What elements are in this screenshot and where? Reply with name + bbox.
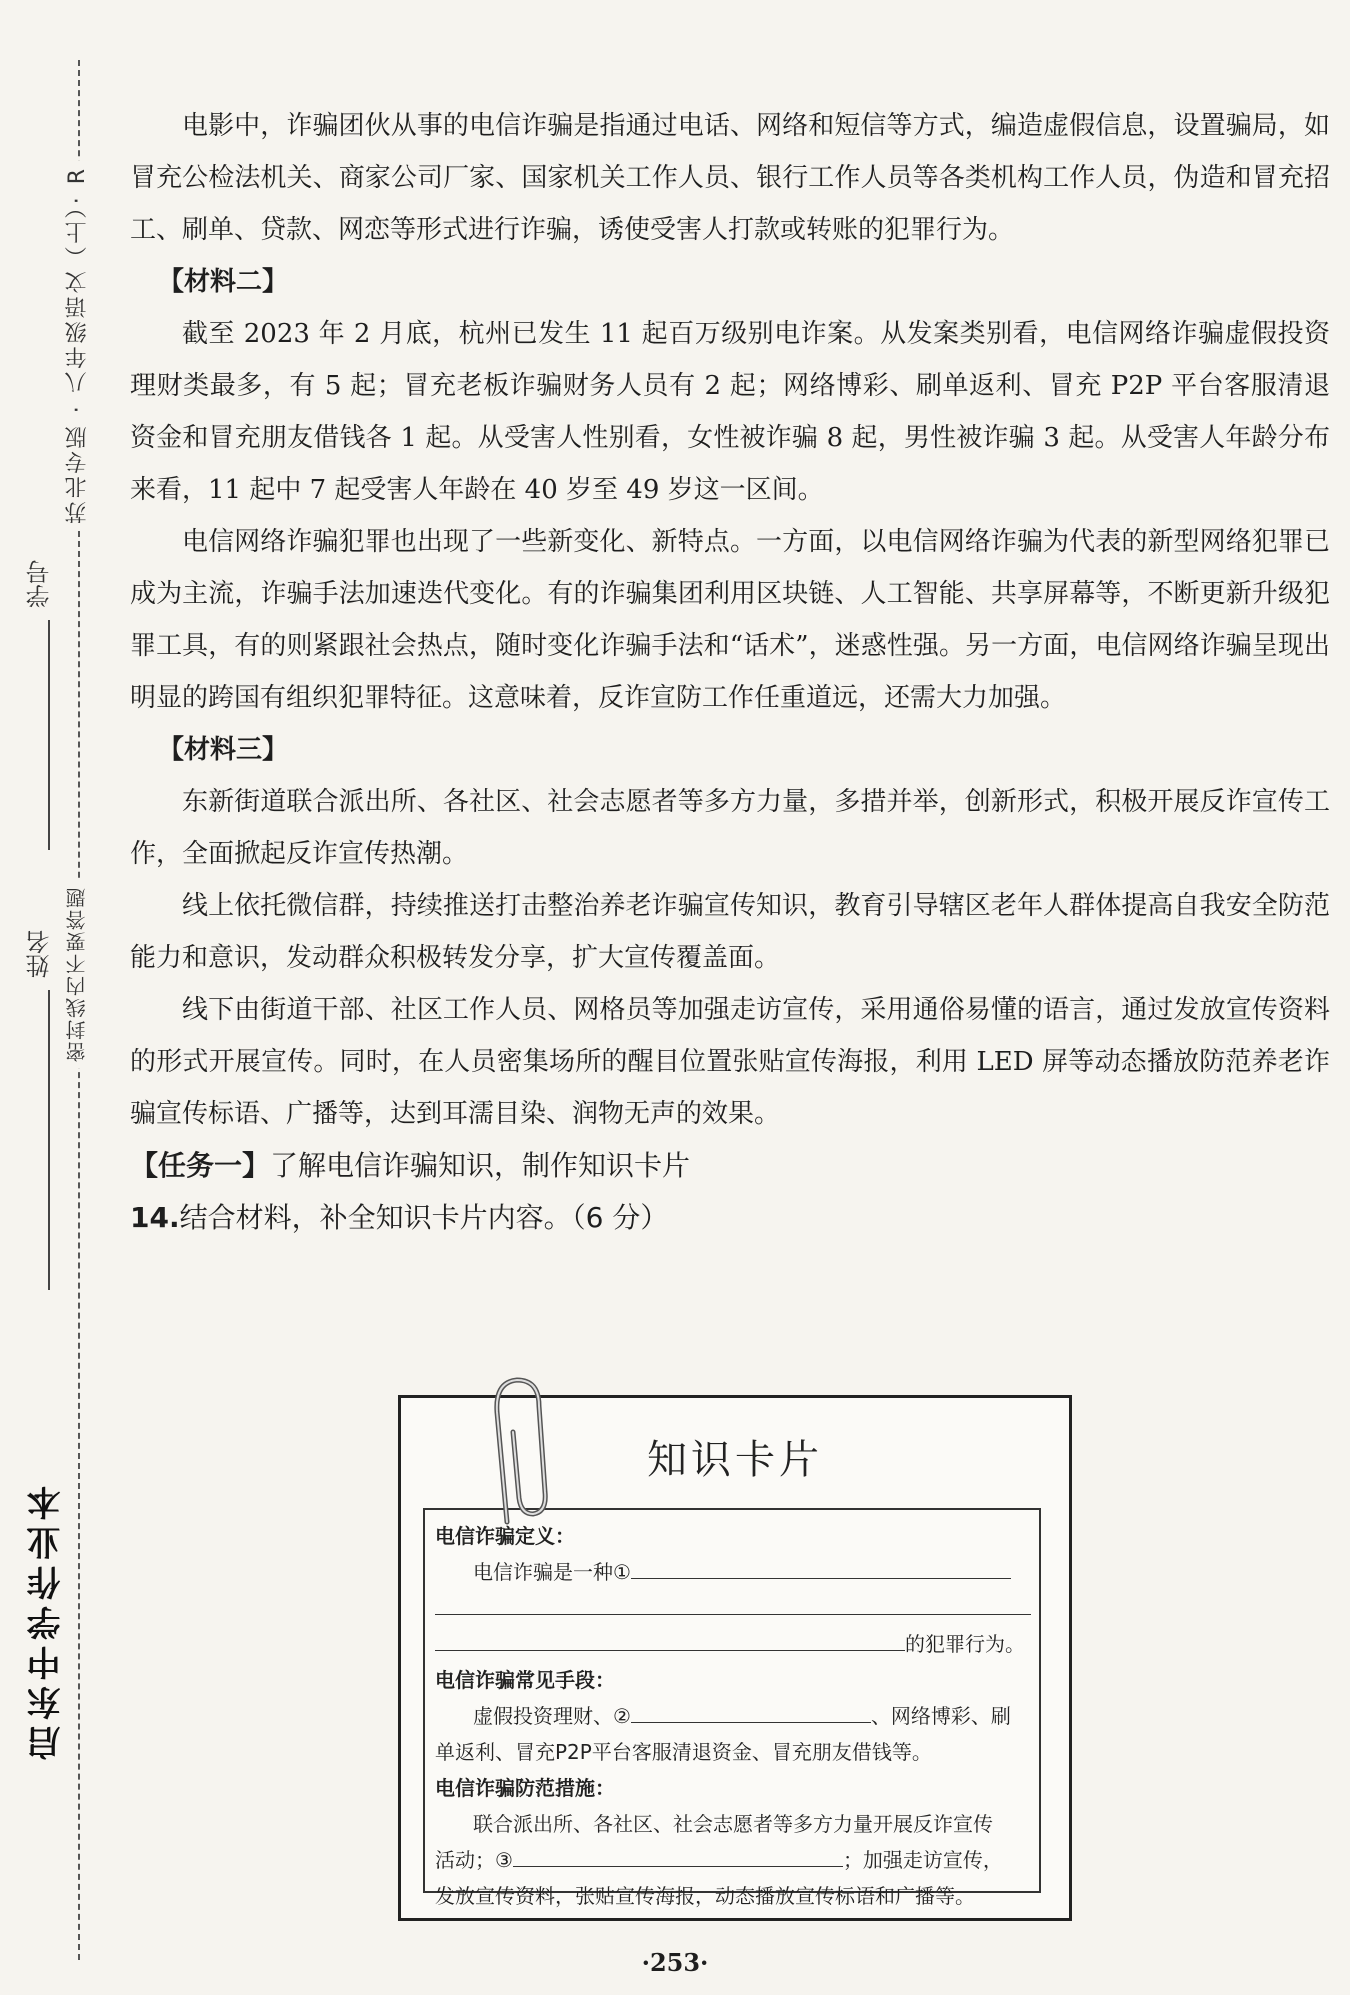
definition-heading: 电信诈骗定义： xyxy=(435,1524,575,1548)
methods-suffix: 、网络博彩、刷 xyxy=(870,1704,1011,1728)
task-line xyxy=(130,1140,1330,1192)
heading-material-3: 【材料三】 xyxy=(158,735,289,765)
prevention-line-2 xyxy=(435,1842,1029,1878)
prevention-suffix: ；加强走访宣传， xyxy=(842,1848,1003,1872)
task-label: 【任务一】 xyxy=(130,1149,271,1182)
task-text: 了解电信诈骗知识，制作知识卡片 xyxy=(270,1149,691,1182)
methods-line-2: 单返利、冒充P2P平台客服清退资金、冒充朋友借钱等。 xyxy=(435,1740,932,1764)
field-number-label: 学号 xyxy=(26,560,54,608)
binding-margin xyxy=(0,0,120,1995)
definition-suffix: 的犯罪行为。 xyxy=(905,1632,1025,1656)
name-blank[interactable] xyxy=(18,990,50,1290)
answer-blank-1[interactable] xyxy=(631,1556,1011,1579)
seal-notice: 密封线内不要答题 xyxy=(62,880,91,1068)
prevention-prefix: 活动；③ xyxy=(435,1848,513,1872)
heading-material-2: 【材料二】 xyxy=(158,267,289,297)
question-number: 14. xyxy=(130,1201,180,1234)
series-label: 苏北专版 · 八年级语文（上）· R xyxy=(62,160,93,529)
field-name-label: 姓名 xyxy=(26,930,54,978)
card-body xyxy=(423,1508,1041,1908)
paragraph-1: 电影中，诈骗团伙从事的电信诈骗是指通过电话、网络和短信等方式，编造虚假信息，设置骗局，如冒充公检法机关、商家公司厂家、国家机关工作人员、银行工作人员等各类机构工作人员，伪造和冒充招工、刷单、贷款、网恋等形式进行诈骗，诱使受害人打款或转账的犯罪行为。 xyxy=(130,111,1330,245)
paragraph-3: 电信网络诈骗犯罪也出现了一些新变化、新特点。一方面，以电信网络诈骗为代表的新型网络犯罪已成为主流，诈骗手法加速迭代变化。有的诈骗集团利用区块链、人工智能、共享屏幕等，不断更新升级犯罪工具，有的则紧跟社会热点，随时变化诈骗手法和“话术”，迷惑性强。另一方面，电信网络诈骗呈现出明显的跨国有组织犯罪特征。这意味着，反诈宣防工作任重道远，还需大力加强。 xyxy=(130,527,1330,713)
methods-line-1 xyxy=(435,1698,1029,1734)
question-14 xyxy=(130,1192,1330,1244)
main-content xyxy=(130,100,1330,1244)
answer-blank-1-end[interactable] xyxy=(435,1628,905,1651)
number-blank[interactable] xyxy=(18,620,50,850)
prevention-line-1: 联合派出所、各社区、社会志愿者等多方力量开展反诈宣传 xyxy=(473,1812,993,1836)
methods-heading: 电信诈骗常见手段： xyxy=(435,1668,615,1692)
paragraph-6: 线下由街道干部、社区工作人员、网格员等加强走访宣传，采用通俗易懂的语言，通过发放宣传资料的形式开展宣传。同时，在人员密集场所的醒目位置张贴宣传海报，利用 LED 屏等动态播放防范养老诈骗宣传标语、广播等，达到耳濡目染、润物无声的效果。 xyxy=(130,995,1330,1129)
page-number: ·253· xyxy=(641,1948,709,1977)
definition-line-1 xyxy=(435,1554,1029,1590)
paperclip-icon xyxy=(485,1372,555,1532)
paragraph-4: 东新街道联合派出所、各社区、社会志愿者等多方力量，多措并举，创新形式，积极开展反诈宣传工作，全面掀起反诈宣传热潮。 xyxy=(130,787,1330,869)
card-title: 知识卡片 xyxy=(647,1437,823,1483)
answer-blank-2[interactable] xyxy=(631,1700,871,1723)
paragraph-2: 截至 2023 年 2 月底，杭州已发生 11 起百万级别电诈案。从发案类别看，电信网络诈骗虚假投资理财类最多，有 5 起；冒充老板诈骗财务人员有 2 起；网络博彩、刷单返利、冒充 P2P 平台客服清退资金和冒充朋友借钱各 1 起。从受害人性别看，女性被诈骗 8 起，男性被诈骗 3 起。从受害人年龄分布来看，11 起中 7 起受害人年龄在 40 岁至 49 岁这一区间。 xyxy=(130,319,1330,505)
definition-line-3 xyxy=(435,1626,1029,1662)
answer-blank-1-cont[interactable] xyxy=(435,1592,1031,1615)
answer-blank-3[interactable] xyxy=(513,1844,843,1867)
paragraph-5: 线上依托微信群，持续推送打击整治养老诈骗宣传知识，教育引导辖区老年人群体提高自我安全防范能力和意识，发动群众积极转发分享，扩大宣传覆盖面。 xyxy=(130,891,1330,973)
prevention-line-3: 发放宣传资料，张贴宣传海报，动态播放宣传标语和广播等。 xyxy=(435,1884,975,1908)
methods-prefix: 虚假投资理财、② xyxy=(473,1704,631,1728)
definition-line-2 xyxy=(435,1590,1029,1626)
definition-prefix: 电信诈骗是一种① xyxy=(473,1560,631,1584)
school-name: 启东中学作业本 xyxy=(22,1480,71,1760)
question-text: 结合材料，补全知识卡片内容。（6 分） xyxy=(179,1201,669,1234)
prevention-heading: 电信诈骗防范措施： xyxy=(435,1776,615,1800)
